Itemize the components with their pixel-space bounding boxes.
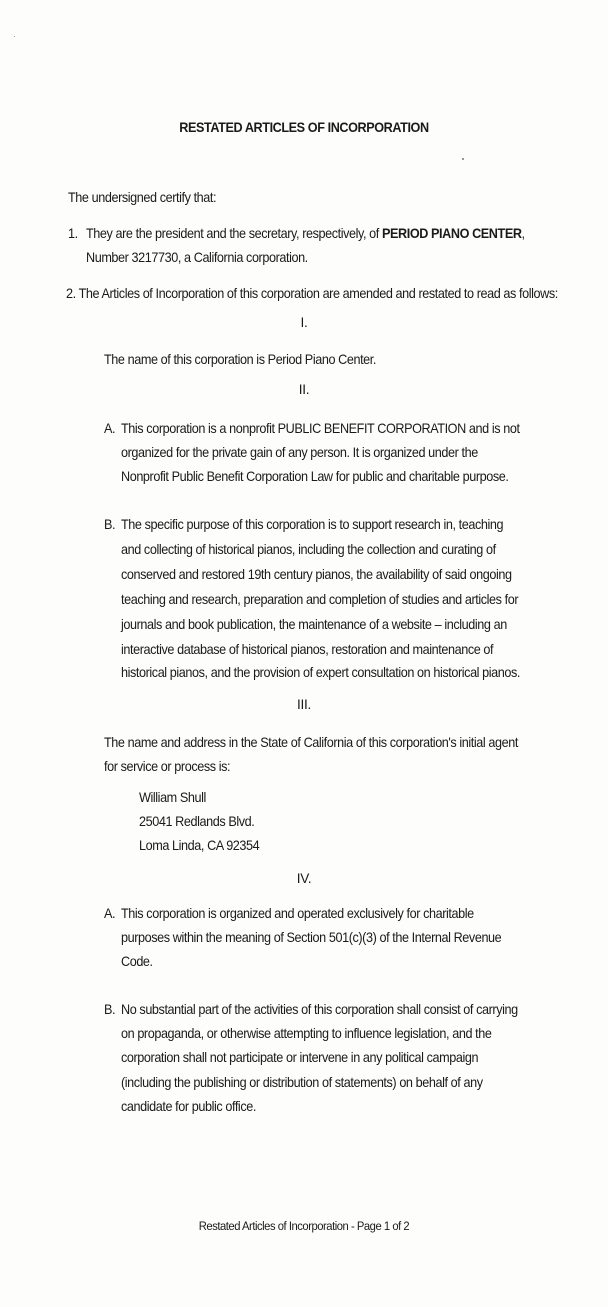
corporation-name: PERIOD PIANO CENTER xyxy=(381,226,522,241)
article-4-b-line: No substantial part of the activities of this corporation shall consist of carrying xyxy=(121,1002,518,1017)
article-4-a-line: Code. xyxy=(121,954,153,969)
item-2-text: 2. The Articles of Incorporation of this corporation are amended and restated to read as follows: xyxy=(66,286,558,301)
article-2-a-line: This corporation is a nonprofit PUBLIC BENEFIT CORPORATION and is not xyxy=(121,421,520,436)
article-2-b-line: The specific purpose of this corporation is to support research in, teaching xyxy=(121,517,504,532)
article-4-b-line: on propaganda, or otherwise attempting to influence legislation, and the xyxy=(121,1026,492,1041)
article-4-b-label: B. xyxy=(104,1002,116,1017)
article-4-a-line: This corporation is organized and operated exclusively for charitable xyxy=(121,906,474,921)
intro-text: The undersigned certify that: xyxy=(68,190,217,205)
document-title: RESTATED ARTICLES OF INCORPORATION xyxy=(179,120,429,135)
article-4-a-label: A. xyxy=(104,906,116,921)
article-4-heading: IV. xyxy=(296,871,312,886)
item-1-line-1 xyxy=(86,222,525,246)
article-4-b-line: candidate for public office. xyxy=(121,1099,256,1114)
article-1-heading: I. xyxy=(300,315,308,330)
article-2-b-label: B. xyxy=(104,517,116,532)
item-1-line-2: Number 3217730, a California corporation. xyxy=(86,250,308,265)
article-2-a-line: Nonprofit Public Benefit Corporation Law for public and charitable purpose. xyxy=(121,469,509,484)
article-2-a-line: organized for the private gain of any person. It is organized under the xyxy=(121,445,478,460)
article-4-b-line: (including the publishing or distribution of statements) on behalf of any xyxy=(121,1075,483,1090)
article-3-line: for service or process is: xyxy=(104,759,231,774)
item-1-line-1-pre: They are the president and the secretary, respectively, of xyxy=(86,226,382,241)
article-2-b-line: teaching and research, preparation and completion of studies and articles for xyxy=(121,592,519,607)
article-1-text: The name of this corporation is Period Piano Center. xyxy=(104,352,376,367)
article-3-line: The name and address in the State of California of this corporation's initial agent xyxy=(104,735,518,750)
article-2-b-line: historical pianos, and the provision of expert consultation on historical pianos. xyxy=(121,665,520,680)
article-2-a-label: A. xyxy=(104,421,116,436)
article-2-b-line: conserved and restored 19th century pianos, the availability of said ongoing xyxy=(121,567,512,582)
article-2-b-line: and collecting of historical pianos, including the collection and curating of xyxy=(121,542,496,557)
article-4-a-line: purposes within the meaning of Section 501(c)(3) of the Internal Revenue xyxy=(121,930,502,945)
item-1-number: 1. xyxy=(68,226,78,241)
agent-name: William Shull xyxy=(139,790,206,805)
article-2-b-line: journals and book publication, the maintenance of a website – including an xyxy=(121,617,507,632)
article-4-b-line: corporation shall not participate or intervene in any political campaign xyxy=(121,1050,479,1065)
article-3-heading: III. xyxy=(297,697,311,712)
item-1-line-1-post: , xyxy=(521,226,525,241)
article-2-b-line: interactive database of historical pianos, restoration and maintenance of xyxy=(121,642,494,657)
agent-city: Loma Linda, CA 92354 xyxy=(139,838,260,853)
page-footer: Restated Articles of Incorporation - Page 1 of 2 xyxy=(198,1219,410,1233)
article-2-heading: II. xyxy=(298,382,310,397)
scan-speck xyxy=(462,158,464,160)
agent-street: 25041 Redlands Blvd. xyxy=(139,814,255,829)
scan-speck xyxy=(14,36,15,37)
